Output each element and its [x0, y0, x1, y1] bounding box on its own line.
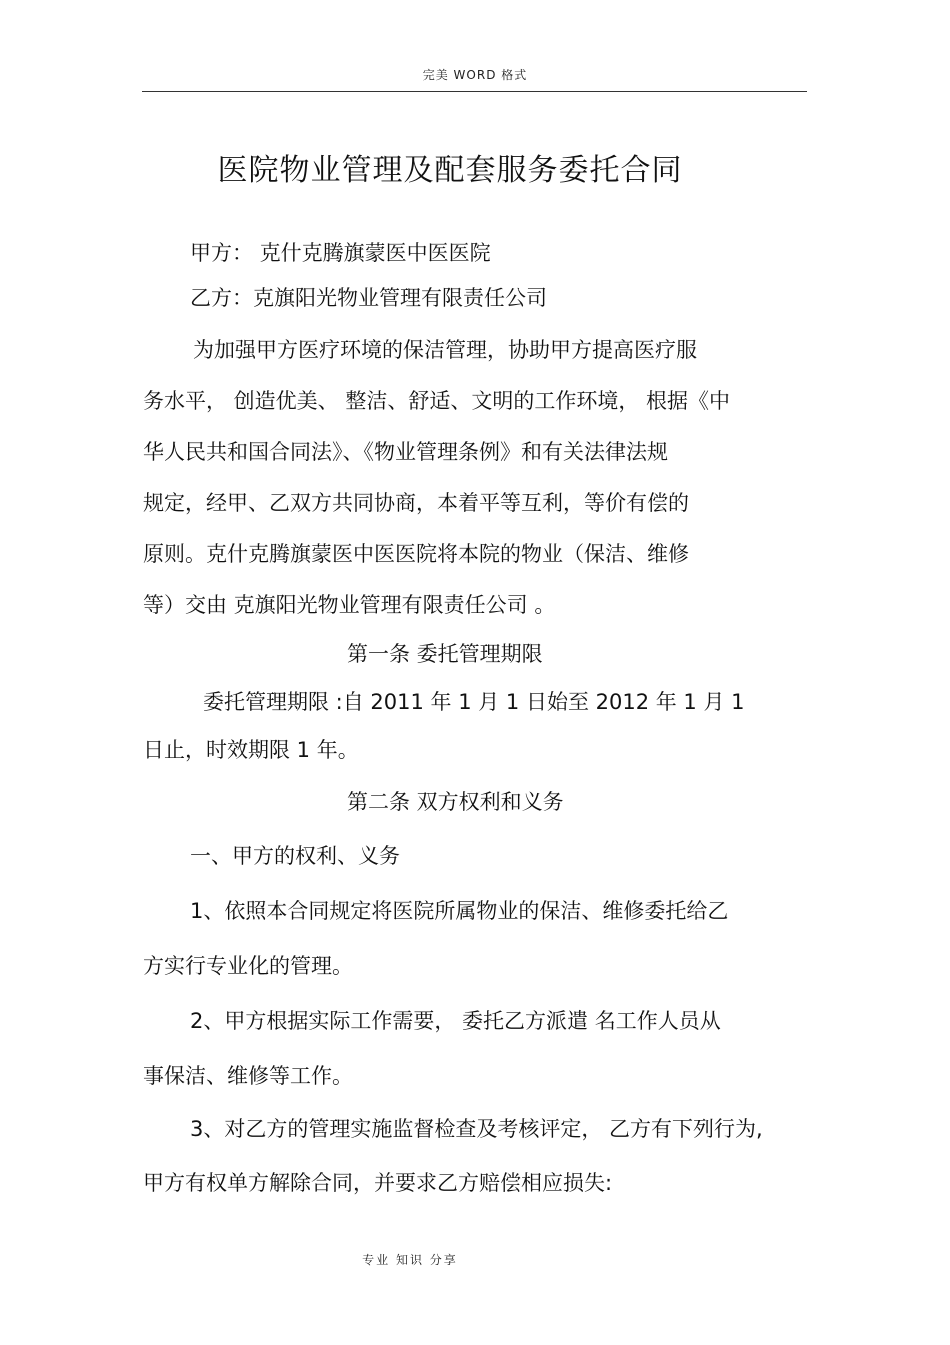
preamble-line: 为加强甲方医疗环境的保洁管理，协助甲方提高医疗服: [193, 338, 697, 362]
party-b: 乙方：克旗阳光物业管理有限责任公司: [190, 286, 547, 310]
clause-line: 事保洁、维修等工作。: [143, 1064, 353, 1088]
preamble-line: 华人民共和国合同法》、《物业管理条例》和有关法律法规: [143, 440, 668, 464]
article-2-subheading: 一、甲方的权利、义务: [190, 844, 400, 868]
clause-line: 甲方有权单方解除合同，并要求乙方赔偿相应损失:: [143, 1171, 613, 1195]
article-2-heading: 第二条 双方权利和义务: [347, 790, 564, 814]
document-title: 医院物业管理及配套服务委托合同: [217, 153, 683, 188]
clause-line: 3、对乙方的管理实施监督检查及考核评定， 乙方有下列行为,: [190, 1117, 763, 1141]
preamble-line: 规定，经甲、乙双方共同协商，本着平等互利，等价有偿的: [143, 491, 689, 515]
article-1-line: 委托管理期限 :自 2011 年 1 月 1 日始至 2012 年 1 月 1: [203, 690, 745, 714]
page-footer: 专业 知识 分享: [362, 1253, 458, 1267]
party-a: 甲方： 克什克腾旗蒙医中医医院: [190, 241, 491, 265]
preamble-line: 务水平， 创造优美、 整洁、舒适、文明的工作环境， 根据《中: [143, 389, 731, 413]
clause-line: 1、依照本合同规定将医院所属物业的保洁、维修委托给乙: [190, 899, 729, 923]
clause-line: 2、甲方根据实际工作需要， 委托乙方派遣 名工作人员从: [190, 1009, 721, 1033]
page-header: 完美 WORD 格式: [422, 68, 528, 82]
clause-line: 方实行专业化的管理。: [143, 954, 353, 978]
preamble-line: 等）交由 克旗阳光物业管理有限责任公司 。: [143, 593, 556, 617]
preamble-line: 原则。克什克腾旗蒙医中医医院将本院的物业（保洁、维修: [143, 542, 689, 566]
article-1-line: 日止，时效期限 1 年。: [143, 738, 359, 762]
article-1-heading: 第一条 委托管理期限: [347, 642, 543, 666]
header-rule: [142, 91, 807, 92]
